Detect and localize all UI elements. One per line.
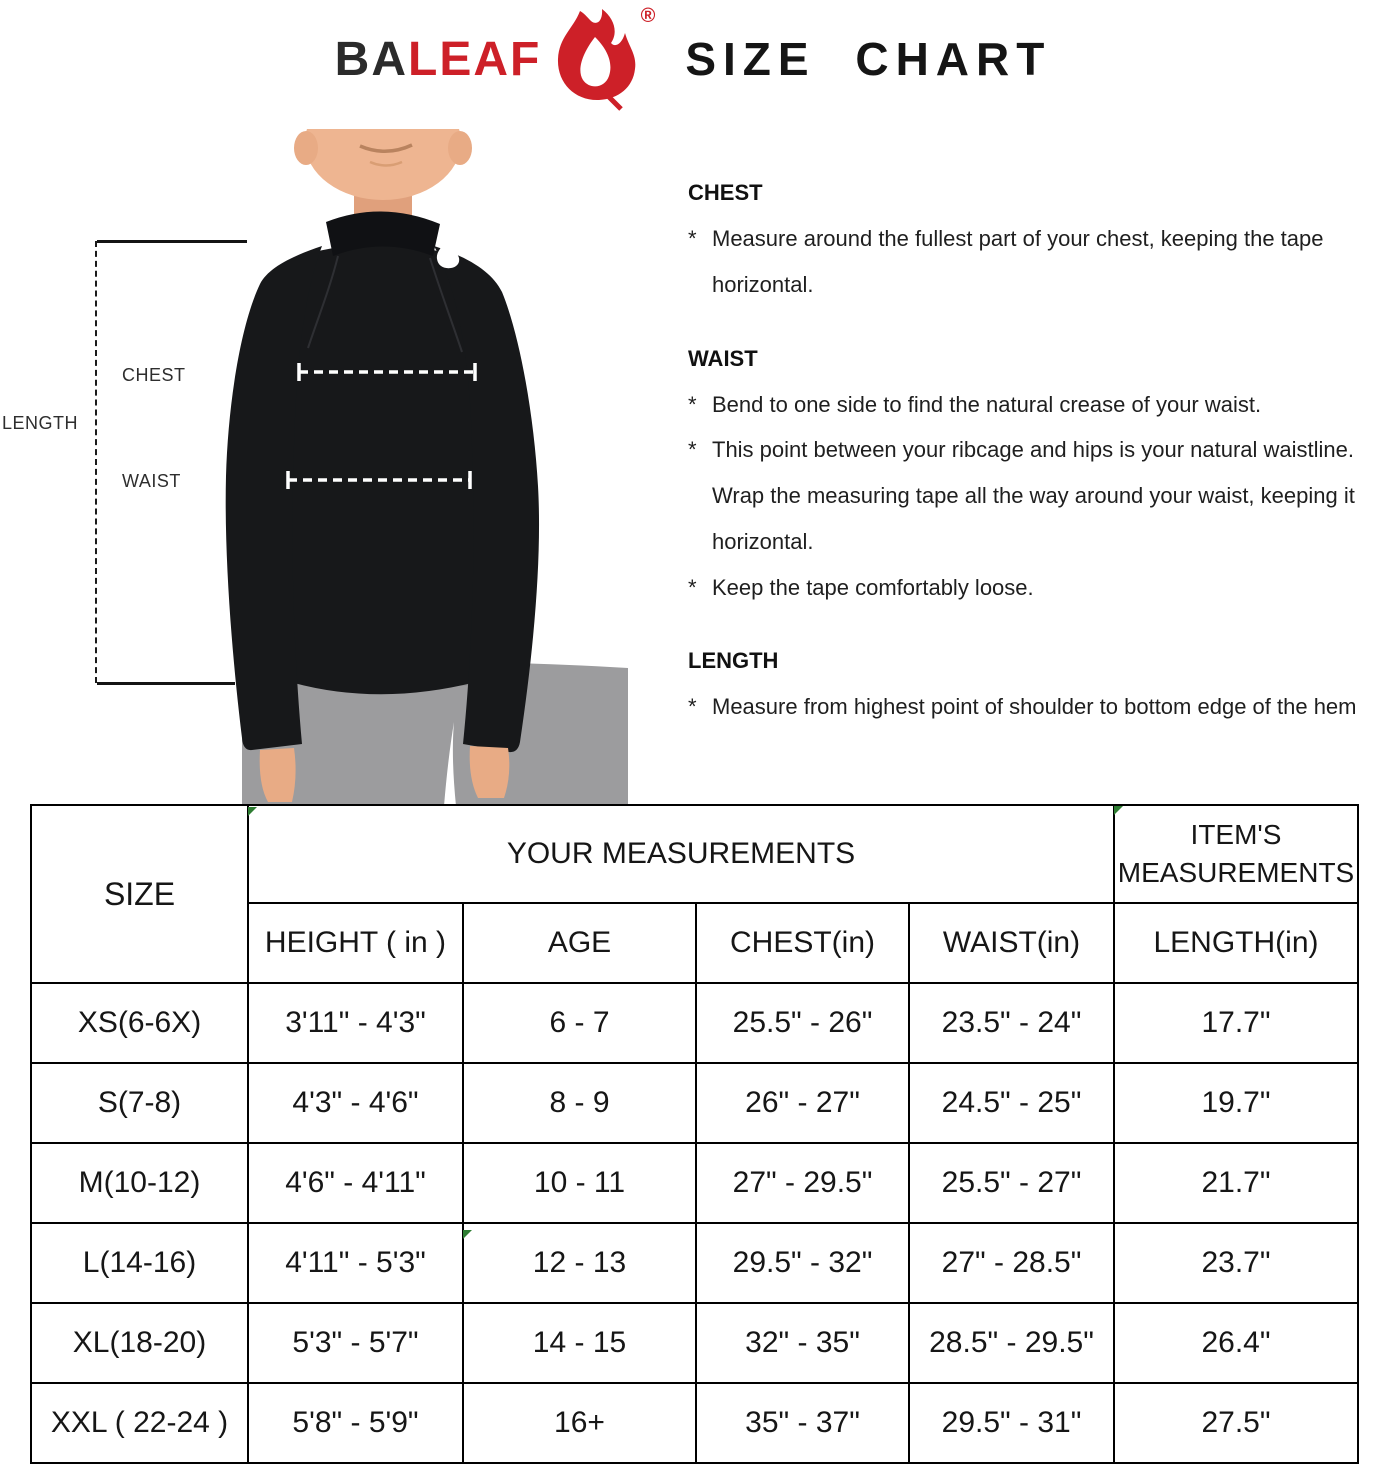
size-cell: XS(6-6X) (31, 983, 248, 1063)
length-cell: 26.4" (1114, 1303, 1358, 1383)
age-cell: 8 - 9 (463, 1063, 696, 1143)
table-row-xxl (31, 1383, 1358, 1463)
leaf-flame-icon (545, 7, 649, 111)
size-column-header: SIZE (31, 805, 248, 983)
cell-corner-artifact (463, 1230, 472, 1239)
figure-length-label: LENGTH (2, 413, 79, 433)
size-table (30, 804, 1359, 1464)
table-row-xl (31, 1303, 1358, 1383)
waist-cell: 27" - 28.5" (909, 1223, 1114, 1303)
size-cell: XL(18-20) (31, 1303, 248, 1383)
chest-cell: 26" - 27" (696, 1063, 909, 1143)
height-cell: 5'3" - 5'7" (248, 1303, 463, 1383)
page-header (0, 0, 1386, 118)
shirt-torso (280, 244, 480, 694)
size-cell: M(10-12) (31, 1143, 248, 1223)
size-cell: L(14-16) (31, 1223, 248, 1303)
table-row-l (31, 1223, 1358, 1303)
length-bracket-dashed (95, 241, 97, 683)
baleaf-leaf-logo (545, 5, 656, 111)
page-title: SIZE CHART (685, 33, 1052, 85)
length-column-header: LENGTH(in) (1114, 903, 1358, 983)
waist-instructions (688, 346, 1386, 611)
chest-column-header: CHEST(in) (696, 903, 909, 983)
photo-crop-edge (220, 116, 700, 129)
figure-waist-label: WAIST (122, 471, 181, 491)
cell-corner-artifact (1114, 806, 1123, 815)
chest-instructions (688, 180, 1386, 308)
left-ear (294, 131, 318, 165)
brand-text-ba: BA (334, 32, 408, 86)
waist-heading: WAIST (688, 345, 758, 371)
table-row-s (31, 1063, 1358, 1143)
size-cell: XXL ( 22-24 ) (31, 1383, 248, 1463)
chest-cell: 25.5" - 26" (696, 983, 909, 1063)
size-cell: S(7-8) (31, 1063, 248, 1143)
length-instructions (688, 648, 1386, 730)
chest-cell: 29.5" - 32" (696, 1223, 909, 1303)
your-measurements-header: YOUR MEASUREMENTS (248, 805, 1114, 903)
waist-cell: 25.5" - 27" (909, 1143, 1114, 1223)
measurement-instructions (688, 180, 1386, 768)
chest-cell: 27" - 29.5" (696, 1143, 909, 1223)
waist-cell: 23.5" - 24" (909, 983, 1114, 1063)
chest-cell: 32" - 35" (696, 1303, 909, 1383)
instruction-bullet: * Measure around the fullest part of your chest, keeping the tape horizontal. (688, 226, 1324, 297)
instruction-bullet: * Measure from highest point of shoulder to bottom edge of the hem (688, 694, 1357, 720)
length-bracket-bottom (97, 682, 235, 685)
length-heading: LENGTH (688, 648, 779, 674)
age-column-header: AGE (463, 903, 696, 983)
waist-cell: 28.5" - 29.5" (909, 1303, 1114, 1383)
age-cell: 16+ (463, 1383, 696, 1463)
waist-column-header: WAIST(in) (909, 903, 1114, 983)
age-cell: 6 - 7 (463, 983, 696, 1063)
boy-model-photo (220, 116, 700, 806)
age-cell: 14 - 15 (463, 1303, 696, 1383)
height-cell: 4'3" - 4'6" (248, 1063, 463, 1143)
length-cell: 19.7" (1114, 1063, 1358, 1143)
length-cell: 23.7" (1114, 1223, 1358, 1303)
waist-cell: 29.5" - 31" (909, 1383, 1114, 1463)
instruction-bullet: * This point between your ribcage and hips is your natural waistline. Wrap the measuring tape all the way around your waist, keeping it horizontal. (688, 437, 1355, 554)
height-cell: 3'11" - 4'3" (248, 983, 463, 1063)
cell-corner-artifact (248, 807, 257, 816)
baleaf-wordmark (335, 32, 542, 87)
figure-chest-label: CHEST (122, 365, 186, 385)
length-cell: 17.7" (1114, 983, 1358, 1063)
length-bracket-top (97, 240, 247, 243)
age-cell: 12 - 13 (463, 1223, 696, 1303)
waist-cell: 24.5" - 25" (909, 1063, 1114, 1143)
length-cell: 27.5" (1114, 1383, 1358, 1463)
chest-cell: 35" - 37" (696, 1383, 909, 1463)
right-ear (448, 131, 472, 165)
registered-mark: ® (640, 5, 656, 27)
shirt-leaf-logo-icon (437, 242, 459, 268)
instruction-bullet: * Bend to one side to find the natural crease of your waist. (688, 391, 1262, 417)
table-row-xs (31, 983, 1358, 1063)
right-hand (470, 746, 510, 798)
items-measurements-header: ITEM'S MEASUREMENTS (1114, 805, 1358, 903)
instruction-bullet: * Keep the tape comfortably loose. (688, 574, 1034, 600)
height-column-header: HEIGHT ( in ) (248, 903, 463, 983)
chest-heading: CHEST (688, 180, 763, 205)
height-cell: 5'8" - 5'9" (248, 1383, 463, 1463)
length-cell: 21.7" (1114, 1143, 1358, 1223)
height-cell: 4'6" - 4'11" (248, 1143, 463, 1223)
brand-text-leaf: LEAF (408, 32, 542, 86)
table-row-m (31, 1143, 1358, 1223)
left-hand (260, 748, 296, 802)
height-cell: 4'11" - 5'3" (248, 1223, 463, 1303)
age-cell: 10 - 11 (463, 1143, 696, 1223)
